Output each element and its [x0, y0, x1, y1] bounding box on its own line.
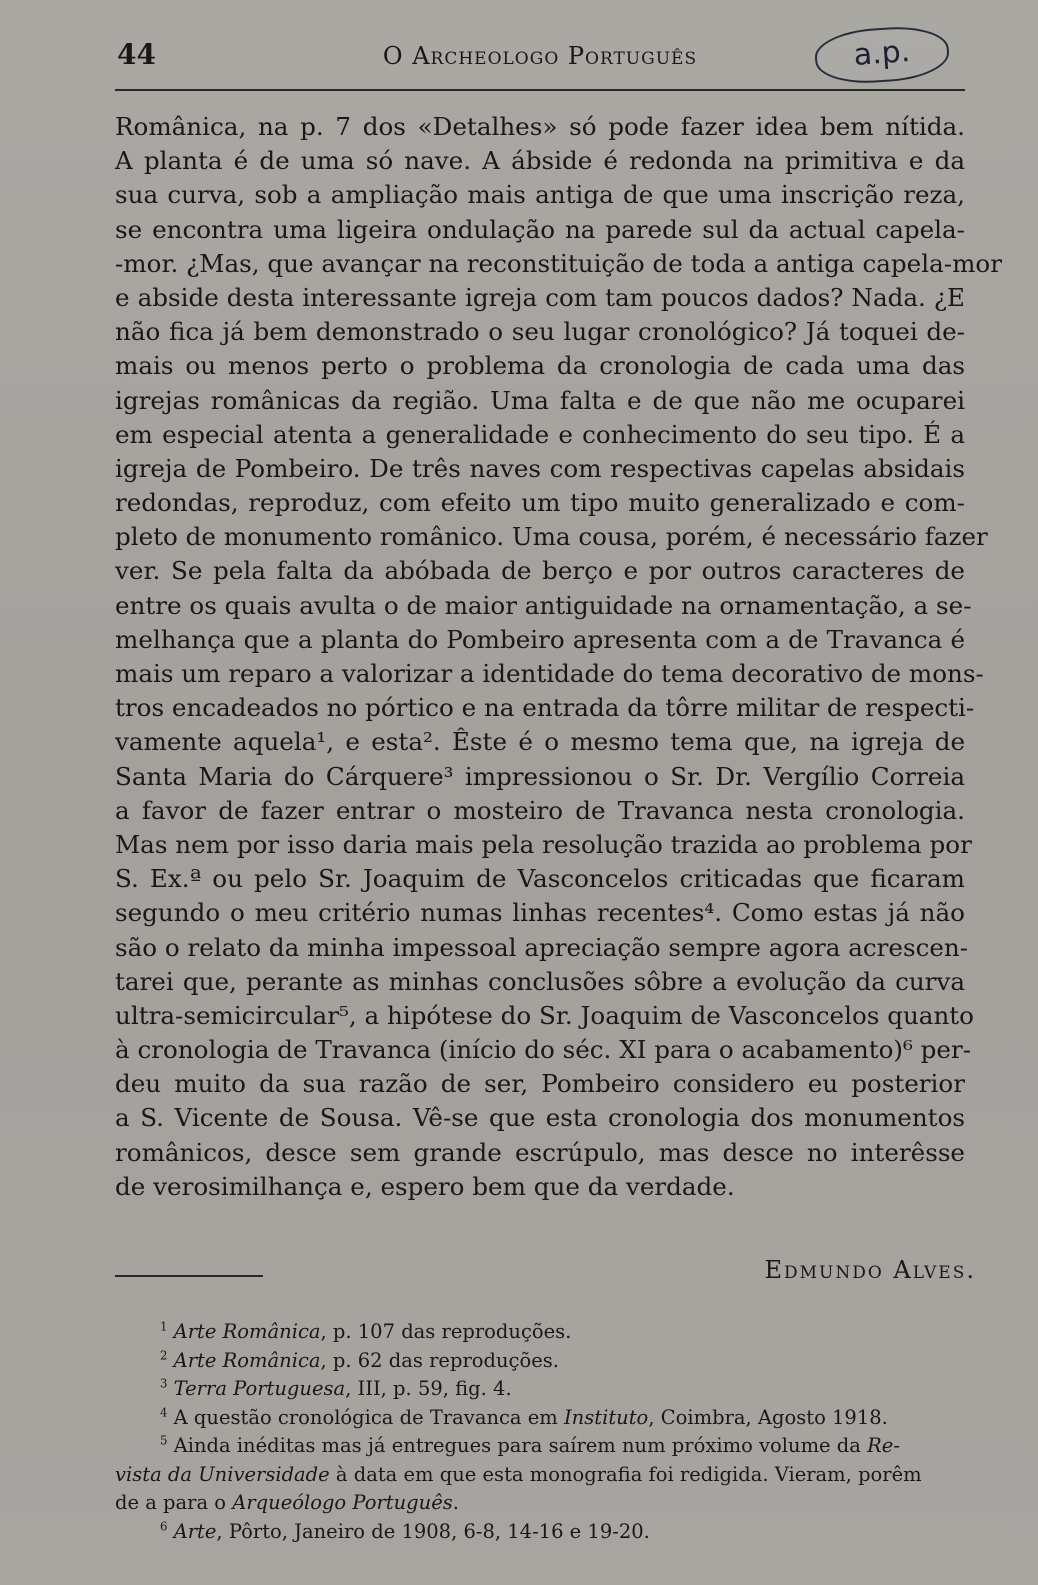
footnote — [115, 1432, 965, 1461]
footnote — [115, 1375, 965, 1404]
footnote-mark: 3 — [160, 1376, 168, 1391]
body-line: deu muito da sua razão de ser, Pombeiro considero eu posterior — [115, 1069, 965, 1099]
body-line: pleto de monumento românico. Uma cousa, porém, é necessário fazer — [115, 522, 988, 552]
body-line: Românica, na p. 7 dos «Detalhes» só pode fazer idea bem nítida. — [115, 112, 965, 141]
footnote — [115, 1518, 965, 1547]
body-text — [115, 110, 1002, 1204]
body-line: mais ou menos perto o problema da cronologia de cada uma das — [115, 351, 965, 381]
body-line: melhança que a planta do Pombeiro apresenta com a de Travanca é — [115, 624, 965, 654]
author-signature: Edmundo Alves. — [764, 1256, 976, 1284]
body-line: se encontra uma ligeira ondulação na parede sul da actual capela- — [115, 214, 965, 244]
footnote-title: vista da Universidade — [115, 1462, 330, 1486]
body-line: entre os quais avulta o de maior antiguidade na ornamentação, a se- — [115, 590, 972, 620]
footnote-mark: 1 — [160, 1319, 168, 1334]
footnote-title: Terra Portuguesa — [173, 1377, 346, 1400]
footnote-text: , Coimbra, Agosto 1918. — [648, 1405, 888, 1429]
page-header — [115, 34, 965, 88]
body-line: S. Ex.ª ou pelo Sr. Joaquim de Vasconcelos criticadas que ficaram — [115, 864, 965, 894]
library-stamp: a.p. — [813, 23, 950, 86]
footnote-title: Instituto — [563, 1405, 649, 1429]
body-line: e abside desta interessante igreja com tam poucos dados? Nada. ¿E — [115, 282, 965, 312]
footnotes — [115, 1318, 965, 1546]
footnote — [115, 1347, 965, 1376]
footnote-text: Ainda inéditas mas já entregues para saírem num próximo volume da — [173, 1434, 868, 1457]
body-line: redondas, reproduz, com efeito um tipo muito generalizado e com- — [115, 488, 965, 518]
footnote-mark: 4 — [160, 1405, 168, 1419]
footnote-text: , p. 62 das reproduções. — [320, 1348, 559, 1372]
body-line: a S. Vicente de Sousa. Vê-se que esta cronologia dos monumentos — [115, 1103, 965, 1133]
footnote-title: Arte — [173, 1519, 217, 1543]
header-rule — [115, 89, 965, 91]
body-line: mais um reparo a valorizar a identidade do tema decorativo de mons- — [115, 659, 984, 688]
body-line: de verosimilhança e, espero bem que da verdade. — [115, 1171, 735, 1201]
footnote-text: , Pôrto, Janeiro de 1908, 6-8, 14-16 e 19-20. — [216, 1519, 650, 1543]
running-title: O Archeologo Português — [382, 42, 698, 70]
body-line: ver. Se pela falta da abóbada de berço e por outros caracteres de — [115, 556, 965, 586]
body-line: à cronologia de Travanca (início do séc. XI para o acabamento)⁶ per- — [115, 1035, 972, 1065]
footnote-continuation — [115, 1461, 965, 1490]
footnote-mark: 2 — [160, 1348, 168, 1362]
body-line: A planta é de uma só nave. A ábside é redonda na primitiva e da — [115, 146, 965, 176]
body-line: -mor. ¿Mas, que avançar na reconstituição de toda a antiga capela-mor — [115, 248, 1002, 278]
body-line: românicos, desce sem grande escrúpulo, mas desce no interêsse — [115, 1137, 965, 1167]
body-line: vamente aquela¹, e esta². Êste é o mesmo tema que, na igreja de — [115, 727, 965, 757]
page-number: 44 — [117, 38, 156, 71]
footnote-title: Re- — [867, 1434, 900, 1457]
body-line: igreja de Pombeiro. De três naves com respectivas capelas absidais — [115, 453, 965, 483]
footnote-text: A questão cronológica de Travanca em — [173, 1405, 564, 1429]
footnote — [115, 1318, 965, 1347]
footnote-title: Arqueólogo Português — [232, 1491, 453, 1514]
body-line: em especial atenta a generalidade e conhecimento do seu tipo. É a — [115, 419, 965, 449]
footnote-text: , p. 107 das reproduções. — [320, 1320, 572, 1343]
body-line: ultra-semicircular⁵, a hipótese do Sr. Joaquim de Vasconcelos quanto — [115, 1000, 974, 1030]
body-line: Santa Maria do Cárquere³ impressionou o Sr. Dr. Vergílio Correia — [115, 761, 965, 791]
footnote-text: , III, p. 59, fig. 4. — [345, 1377, 512, 1400]
footnote-mark: 6 — [160, 1519, 168, 1533]
body-line: sua curva, sob a ampliação mais antiga de que uma inscrição reza, — [115, 180, 965, 210]
footnote-title: Arte Românica — [173, 1320, 321, 1343]
footnote-text: de a para o — [115, 1491, 233, 1514]
body-line: Mas nem por isso daria mais pela resolução trazida ao problema por — [115, 829, 972, 859]
body-line: são o relato da minha impessoal apreciação sempre agora acrescen- — [115, 932, 969, 962]
footnote-text: à data em que esta monografia foi redigida. Vieram, porêm — [329, 1462, 922, 1486]
footnote-continuation — [115, 1489, 965, 1518]
body-line: igrejas românicas da região. Uma falta e de que não me ocuparei — [115, 385, 965, 415]
body-line: a favor de fazer entrar o mosteiro de Travanca nesta cronologia. — [115, 795, 965, 825]
body-line: tarei que, perante as minhas conclusões sôbre a evolução da curva — [115, 966, 965, 996]
footnote — [115, 1404, 965, 1433]
footnote-rule — [115, 1275, 263, 1277]
footnote-mark: 5 — [160, 1433, 168, 1448]
body-line: segundo o meu critério numas linhas recentes⁴. Como estas já não — [115, 898, 965, 928]
footnote-text: . — [452, 1491, 459, 1514]
footnote-title: Arte Românica — [173, 1348, 321, 1372]
body-line: não fica já bem demonstrado o seu lugar cronológico? Já toquei de- — [115, 317, 965, 347]
body-line: tros encadeados no pórtico e na entrada da tôrre militar de respecti- — [115, 693, 975, 723]
